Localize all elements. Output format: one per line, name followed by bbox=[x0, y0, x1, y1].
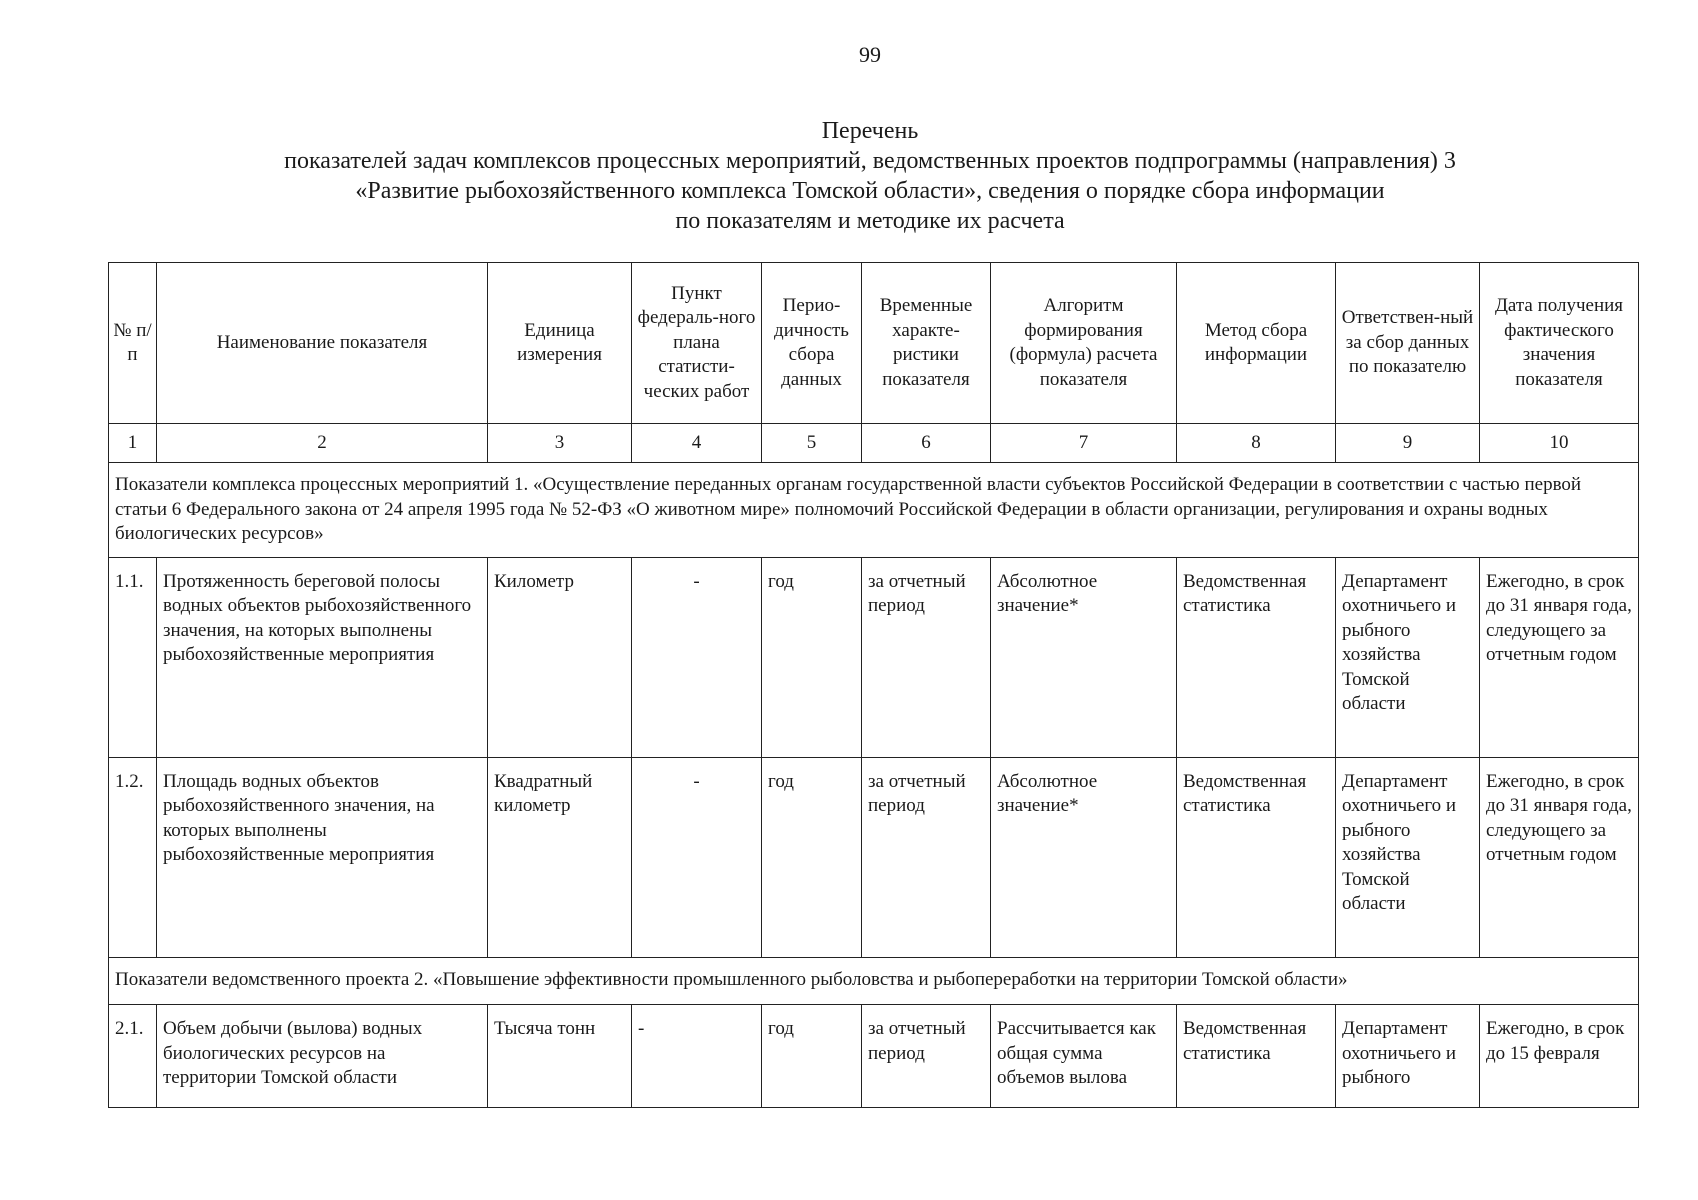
column-number: 1 bbox=[109, 424, 157, 463]
page-number: 99 bbox=[859, 42, 881, 67]
cell-name: Протяженность береговой полосы водных объектов рыбохозяйственного значения, на которых выполнены рыбохозяйственные мероприятия bbox=[157, 557, 488, 757]
title-line: показателей задач комплексов процессных мероприятий, ведомственных проектов подпрограммы (направления) 3 bbox=[284, 148, 1456, 174]
cell-time-characteristics: за отчетный период bbox=[862, 757, 991, 957]
cell-algorithm: Рассчитывается как общая сумма объемов вылова bbox=[991, 1005, 1177, 1108]
cell-method: Ведомственная статистика bbox=[1177, 757, 1336, 957]
section-row bbox=[109, 463, 1639, 558]
column-number: 8 bbox=[1177, 424, 1336, 463]
cell-unit: Километр bbox=[488, 557, 632, 757]
cell-algorithm: Абсолютное значение* bbox=[991, 757, 1177, 957]
cell-responsible: Департамент охотничьего и рыбного bbox=[1336, 1005, 1480, 1108]
cell-num: 1.2. bbox=[109, 757, 157, 957]
table-row bbox=[109, 557, 1639, 757]
cell-plan-item: - bbox=[632, 1005, 762, 1108]
cell-responsible: Департамент охотничьего и рыбного хозяйства Томской области bbox=[1336, 557, 1480, 757]
header-cell-date: Дата получения фактического значения показателя bbox=[1480, 263, 1639, 424]
cell-num: 1.1. bbox=[109, 557, 157, 757]
cell-time-characteristics: за отчетный период bbox=[862, 1005, 991, 1108]
cell-date: Ежегодно, в срок до 15 февраля bbox=[1480, 1005, 1639, 1108]
cell-plan-item: - bbox=[632, 557, 762, 757]
cell-num: 2.1. bbox=[109, 1005, 157, 1108]
cell-method: Ведомственная статистика bbox=[1177, 1005, 1336, 1108]
cell-periodicity: год bbox=[762, 557, 862, 757]
header-cell-plan-item: Пункт федераль-ного плана статисти-ческих работ bbox=[632, 263, 762, 424]
column-numbers-row bbox=[109, 424, 1639, 463]
cell-date: Ежегодно, в срок до 31 января года, следующего за отчетным годом bbox=[1480, 757, 1639, 957]
column-number: 10 bbox=[1480, 424, 1639, 463]
header-cell-algorithm: Алгоритм формирования (формула) расчета показателя bbox=[991, 263, 1177, 424]
header-cell-num: № п/п bbox=[109, 263, 157, 424]
column-number: 2 bbox=[157, 424, 488, 463]
cell-date: Ежегодно, в срок до 31 января года, следующего за отчетным годом bbox=[1480, 557, 1639, 757]
header-cell-name: Наименование показателя bbox=[157, 263, 488, 424]
cell-name: Площадь водных объектов рыбохозяйственного значения, на которых выполнены рыбохозяйственные мероприятия bbox=[157, 757, 488, 957]
header-cell-periodicity: Перио-дичность сбора данных bbox=[762, 263, 862, 424]
header-cell-responsible: Ответствен-ный за сбор данных по показателю bbox=[1336, 263, 1480, 424]
header-cell-time-characteristics: Временные характе-ристики показателя bbox=[862, 263, 991, 424]
section-title: Показатели комплекса процессных мероприятий 1. «Осуществление переданных органам государственной власти субъектов Российской Федерации в соответствии с частью первой статьи 6 Федерального закона от 24 апреля 1995 года № 52-ФЗ «О животном мире» полномочий Российской Федерации в области организации, регулирования и охраны водных биологических ресурсов» bbox=[109, 463, 1639, 558]
column-number: 3 bbox=[488, 424, 632, 463]
title-line: Перечень bbox=[821, 118, 919, 144]
section-row bbox=[109, 957, 1639, 1005]
column-number: 7 bbox=[991, 424, 1177, 463]
table-row bbox=[109, 757, 1639, 957]
cell-unit: Квадратный километр bbox=[488, 757, 632, 957]
table-row bbox=[109, 1005, 1639, 1108]
indicators-table bbox=[108, 262, 1639, 1108]
cell-unit: Тысяча тонн bbox=[488, 1005, 632, 1108]
header-cell-unit: Единица измерения bbox=[488, 263, 632, 424]
table-header-row bbox=[109, 263, 1639, 424]
section-title: Показатели ведомственного проекта 2. «Повышение эффективности промышленного рыболовства и рыбопереработки на территории Томской области» bbox=[109, 957, 1639, 1005]
title-line: по показателям и методике их расчета bbox=[675, 208, 1065, 234]
column-number: 6 bbox=[862, 424, 991, 463]
title-line: «Развитие рыбохозяйственного комплекса Томской области», сведения о порядке сбора информации bbox=[355, 178, 1385, 204]
column-number: 5 bbox=[762, 424, 862, 463]
cell-periodicity: год bbox=[762, 1005, 862, 1108]
cell-periodicity: год bbox=[762, 757, 862, 957]
cell-method: Ведомственная статистика bbox=[1177, 557, 1336, 757]
cell-time-characteristics: за отчетный период bbox=[862, 557, 991, 757]
column-number: 9 bbox=[1336, 424, 1480, 463]
column-number: 4 bbox=[632, 424, 762, 463]
cell-responsible: Департамент охотничьего и рыбного хозяйства Томской области bbox=[1336, 757, 1480, 957]
cell-algorithm: Абсолютное значение* bbox=[991, 557, 1177, 757]
header-cell-method: Метод сбора информации bbox=[1177, 263, 1336, 424]
cell-plan-item: - bbox=[632, 757, 762, 957]
document-title bbox=[0, 116, 1698, 236]
cell-name: Объем добычи (вылова) водных биологических ресурсов на территории Томской области bbox=[157, 1005, 488, 1108]
